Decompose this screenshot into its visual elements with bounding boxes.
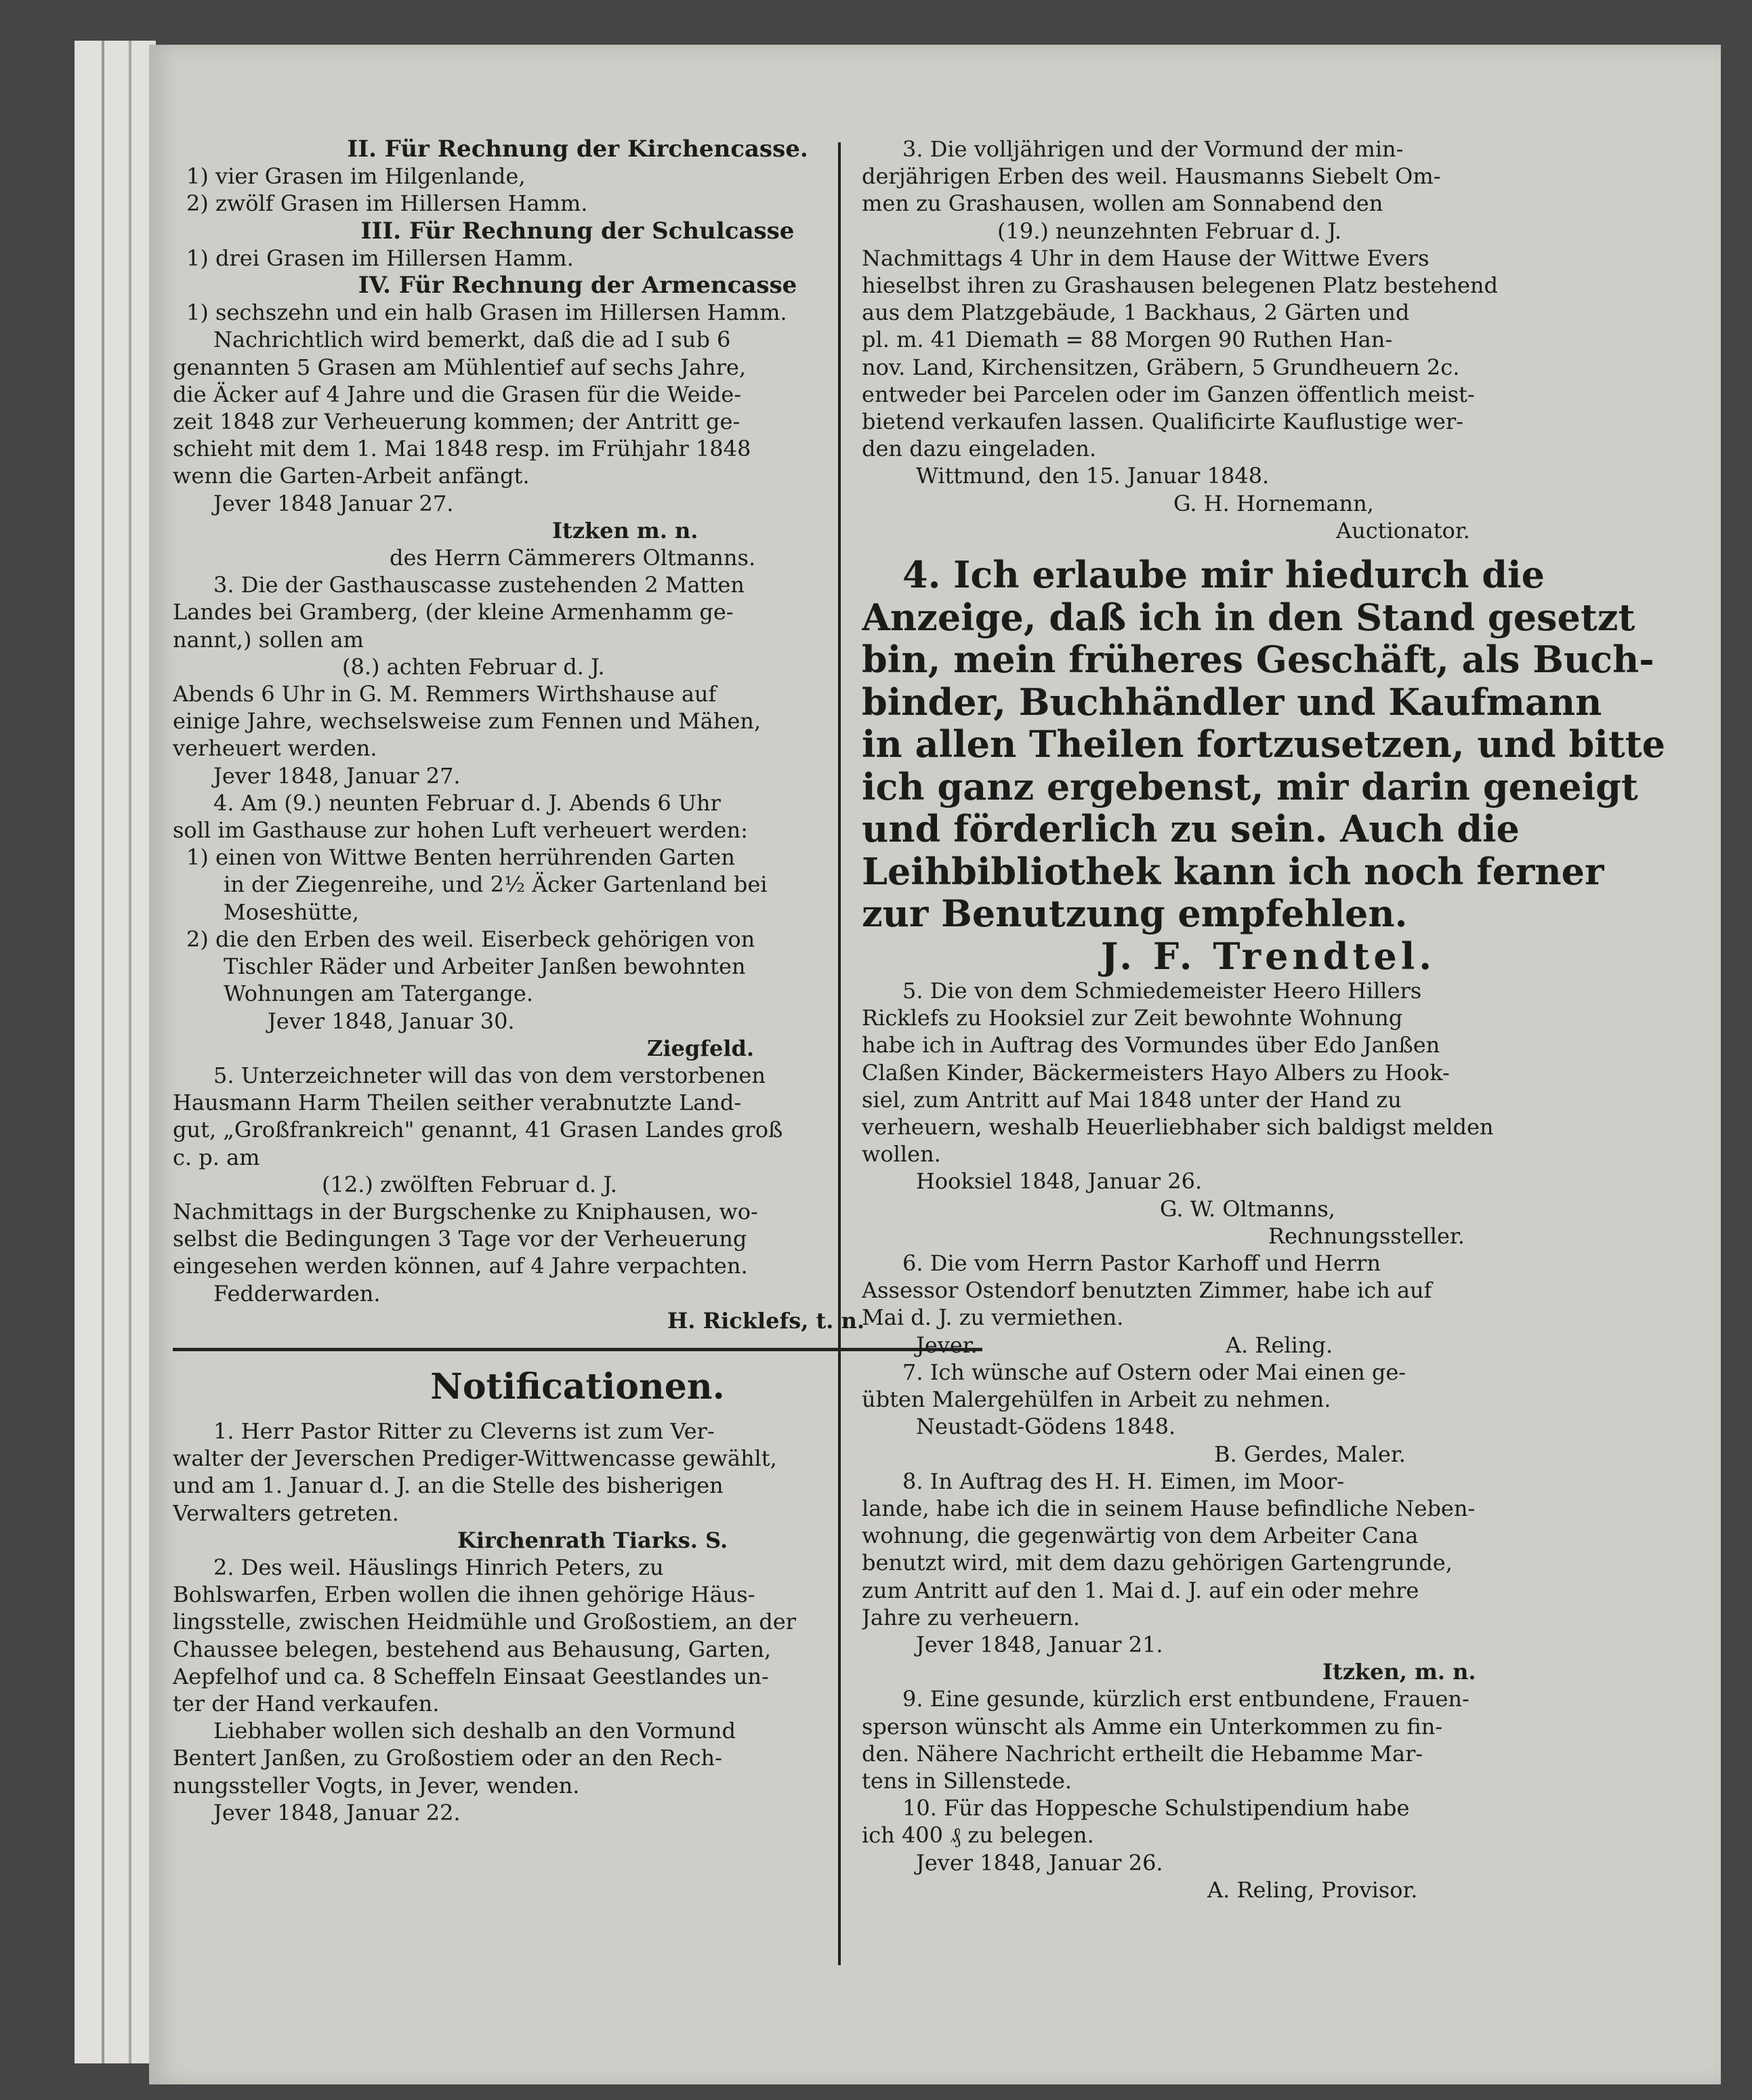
text-line: derjährigen Erben des weil. Hausmanns Siebelt Om- xyxy=(862,163,1441,190)
text-line: Claßen Kinder, Bäckermeisters Hayo Albers zu Hook- xyxy=(862,1059,1450,1086)
text-line: aus dem Platzgebäude, 1 Backhaus, 2 Gärten und xyxy=(862,300,1410,326)
text-line: Ricklefs zu Hooksiel zur Zeit bewohnte Wohnung xyxy=(862,1005,1403,1031)
signature: B. Gerdes, Maler. xyxy=(1214,1441,1406,1467)
text-line: Nachmittags 4 Uhr in dem Hause der Wittwe Evers xyxy=(862,245,1430,271)
page-edge-line xyxy=(129,41,131,2063)
heading-schulcasse: III. Für Rechnung der Schulcasse xyxy=(360,217,795,245)
date-line: Jever 1848, Januar 22. xyxy=(213,1799,461,1826)
announcement-line: in allen Theilen fortzusetzen, und bitte xyxy=(862,723,1665,766)
text-line: nungssteller Vogts, in Jever, wenden. xyxy=(173,1772,580,1798)
text-line: Nachmittags in der Burgschenke zu Kniphausen, wo- xyxy=(173,1198,758,1224)
text-line: wollen. xyxy=(862,1141,941,1168)
date-line: Neustadt-Gödens 1848. xyxy=(916,1414,1176,1440)
signature: H. Ricklefs, t. n. xyxy=(667,1307,864,1334)
announcement-line: binder, Buchhändler und Kaufmann xyxy=(862,680,1602,724)
announcement-line: 4. Ich erlaube mir hiedurch die xyxy=(902,554,1545,596)
date-line: Jever 1848, Januar 26. xyxy=(916,1849,1163,1876)
text-line: 5. Die von dem Schmiedemeister Heero Hillers xyxy=(902,978,1422,1004)
text-line: entweder bei Parcelen oder im Ganzen öffentlich meist- xyxy=(862,381,1475,407)
text-line: 1) einen von Wittwe Benten herrührenden Garten xyxy=(186,844,735,871)
text-line: siel, zum Antritt auf Mai 1848 unter der Hand zu xyxy=(862,1086,1402,1113)
text-line: die Äcker auf 4 Jahre und die Grasen für die Weide- xyxy=(173,381,742,407)
text-line: soll im Gasthause zur hohen Luft verheuert werden: xyxy=(173,817,748,844)
text-line: Jahre zu verheuern. xyxy=(862,1604,1081,1630)
text-line: Tischler Räder und Arbeiter Janßen bewohnten xyxy=(224,953,746,980)
text-line: 4. Am (9.) neunten Februar d. J. Abends 6 Uhr xyxy=(213,789,721,816)
date-line: Jever 1848, Januar 21. xyxy=(916,1631,1163,1658)
page-edges xyxy=(75,41,156,2063)
signature: A. Reling, Provisor. xyxy=(1207,1876,1418,1903)
text-line: 1) drei Grasen im Hillersen Hamm. xyxy=(186,245,574,271)
text-line: 1. Herr Pastor Ritter zu Cleverns ist zum Ver- xyxy=(213,1418,715,1444)
text-line: hieselbst ihren zu Grashausen belegenen Platz bestehend xyxy=(862,272,1498,299)
text-line: verheuern, weshalb Heuerliebhaber sich baldigst melden xyxy=(862,1114,1494,1140)
text-line: pl. m. 41 Diemath = 88 Morgen 90 Ruthen Han- xyxy=(862,327,1393,353)
text-line: selbst die Bedingungen 3 Tage vor der Verheuerung xyxy=(173,1226,747,1252)
signature: Kirchenrath Tiarks. S. xyxy=(457,1527,728,1553)
text-line: Verwalters getreten. xyxy=(173,1500,399,1526)
text-line: Bohlswarfen, Erben wollen die ihnen gehörige Häus- xyxy=(173,1582,755,1608)
text-line: übten Malergehülfen in Arbeit zu nehmen. xyxy=(862,1386,1331,1413)
text-line: und am 1. Januar d. J. an die Stelle des bisherigen xyxy=(173,1473,724,1499)
text-line: 5. Unterzeichneter will das von dem verstorbenen xyxy=(213,1062,766,1088)
text-line: 9. Eine gesunde, kürzlich erst entbundene, Frauen- xyxy=(902,1686,1469,1712)
place-line: Fedderwarden. xyxy=(213,1280,381,1306)
date-line: (12.) zwölften Februar d. J. xyxy=(322,1171,617,1197)
text-line: Mai d. J. zu vermiethen. xyxy=(862,1304,1124,1331)
text-line: sperson wünscht als Amme ein Unterkommen zu fin- xyxy=(862,1713,1443,1739)
text-line: lande, habe ich die in seinem Hause befindliche Neben- xyxy=(862,1495,1476,1521)
signature: G. H. Hornemann, xyxy=(1173,490,1374,516)
right-column xyxy=(862,136,1675,1903)
signature: G. W. Oltmanns, xyxy=(1160,1195,1335,1222)
text-line: nannt,) sollen am xyxy=(173,626,364,653)
text-line: 3. Die der Gasthauscasse zustehenden 2 Matten xyxy=(213,572,745,598)
left-column xyxy=(173,136,982,1826)
text-line: wohnung, die gegenwärtig von dem Arbeiter Cana xyxy=(862,1523,1419,1549)
section-rule xyxy=(173,1348,982,1351)
text-line: nov. Land, Kirchensitzen, Gräbern, 5 Grundheuern 2c. xyxy=(862,354,1460,380)
page-edge-line xyxy=(102,41,104,2063)
text-line: verheuert werden. xyxy=(173,735,377,762)
notifications-title: Notificationen. xyxy=(430,1365,725,1407)
text-line: in der Ziegenreihe, und 2½ Äcker Gartenland bei xyxy=(224,871,768,898)
text-line: Liebhaber wollen sich deshalb an den Vormund xyxy=(213,1718,736,1744)
text-line: den dazu eingeladen. xyxy=(862,436,1097,462)
text-line: 8. In Auftrag des H. H. Eimen, im Moor- xyxy=(902,1468,1345,1494)
text-line: ich 400 ₰ zu belegen. xyxy=(862,1822,1094,1849)
text-line: ter der Hand verkaufen. xyxy=(173,1690,440,1716)
announcement-line: und förderlich zu sein. Auch die xyxy=(862,808,1520,850)
date-line: Jever 1848, Januar 27. xyxy=(213,762,461,789)
text-line: 1) sechszehn und ein halb Grasen im Hillersen Hamm. xyxy=(186,300,787,326)
date-line: Jever 1848 Januar 27. xyxy=(213,490,454,516)
signature-line: Jever. A. Reling. xyxy=(916,1332,1333,1358)
date-line: (19.) neunzehnten Februar d. J. xyxy=(997,218,1342,244)
announcement-line: ich ganz ergebenst, mir darin geneigt xyxy=(862,765,1638,808)
text-line: Abends 6 Uhr in G. M. Remmers Wirthshause auf xyxy=(173,681,717,707)
signature: Itzken, m. n. xyxy=(1322,1659,1476,1685)
text-line: den. Nähere Nachricht ertheilt die Hebamme Mar- xyxy=(862,1740,1423,1767)
text-line: Wohnungen am Tatergange. xyxy=(224,981,534,1007)
text-line: gut, „Großfrankreich" genannt, 41 Grasen Landes groß xyxy=(173,1117,783,1143)
date-line: (8.) achten Februar d. J. xyxy=(342,653,605,680)
text-line: c. p. am xyxy=(173,1144,260,1170)
text-line: lingsstelle, zwischen Heidmühle und Großostiem, an der xyxy=(173,1609,796,1635)
date-line: Wittmund, den 15. Januar 1848. xyxy=(916,463,1270,489)
signature-title: Rechnungssteller. xyxy=(1268,1222,1465,1249)
text-line: walter der Jeverschen Prediger-Wittwencasse gewählt, xyxy=(173,1445,777,1472)
text-line: 2) zwölf Grasen im Hillersen Hamm. xyxy=(186,190,588,217)
text-line: wenn die Garten-Arbeit anfängt. xyxy=(173,463,530,489)
announcement-line: Anzeige, daß ich in den Stand gesetzt xyxy=(862,596,1635,639)
text-line: genannten 5 Grasen am Mühlentief auf sechs Jahre, xyxy=(173,354,747,380)
text-line: einige Jahre, wechselsweise zum Fennen und Mähen, xyxy=(173,708,762,735)
signature: Itzken m. n. xyxy=(552,517,698,543)
announcement-signature: J. F. Trendtel. xyxy=(1100,934,1436,978)
text-line: Nachrichtlich wird bemerkt, daß die ad I sub 6 xyxy=(213,327,731,353)
text-line: 2. Des weil. Häuslings Hinrich Peters, zu xyxy=(213,1554,664,1580)
signature: des Herrn Cämmerers Oltmanns. xyxy=(390,545,756,571)
text-line: 6. Die vom Herrn Pastor Karhoff und Herrn xyxy=(902,1250,1381,1277)
signature-title: Auctionator. xyxy=(1336,517,1470,543)
signature: Ziegfeld. xyxy=(647,1035,755,1061)
date-line: Jever 1848, Januar 30. xyxy=(268,1008,515,1034)
heading-armencasse: IV. Für Rechnung der Armencasse xyxy=(358,272,797,300)
text-line: Assessor Ostendorf benutzten Zimmer, habe ich auf xyxy=(862,1277,1432,1304)
text-line: zum Antritt auf den 1. Mai d. J. auf ein oder mehre xyxy=(862,1577,1419,1603)
announcement-line: bin, mein früheres Geschäft, als Buch- xyxy=(862,638,1654,681)
text-line: benutzt wird, mit dem dazu gehörigen Gartengrunde, xyxy=(862,1550,1453,1576)
text-line: eingesehen werden können, auf 4 Jahre verpachten. xyxy=(173,1253,748,1279)
heading-kirchencasse: II. Für Rechnung der Kirchencasse. xyxy=(347,136,808,163)
announcement-line: zur Benutzung empfehlen. xyxy=(862,892,1408,935)
date-line: Hooksiel 1848, Januar 26. xyxy=(916,1168,1203,1195)
text-line: Chaussee belegen, bestehend aus Behausung, Garten, xyxy=(173,1636,772,1662)
text-line: Aepfelhof und ca. 8 Scheffeln Einsaat Geestlandes un- xyxy=(173,1663,769,1689)
text-line: 1) vier Grasen im Hilgenlande, xyxy=(186,163,526,190)
text-line: 7. Ich wünsche auf Ostern oder Mai einen ge- xyxy=(902,1359,1406,1385)
text-line: men zu Grashausen, wollen am Sonnabend den xyxy=(862,190,1383,217)
text-line: schieht mit dem 1. Mai 1848 resp. im Frühjahr 1848 xyxy=(173,436,751,462)
text-line: 3. Die volljährigen und der Vormund der min- xyxy=(902,136,1404,162)
text-line: Landes bei Gramberg, (der kleine Armenhamm ge- xyxy=(173,599,734,625)
text-line: Hausmann Harm Theilen seither verabnutzte Land- xyxy=(173,1090,742,1116)
announcement-line: Leihbibliothek kann ich noch ferner xyxy=(862,850,1604,893)
text-line: zeit 1848 zur Verheuerung kommen; der Antritt ge- xyxy=(173,409,741,435)
text-line: 2) die den Erben des weil. Eiserbeck gehörigen von xyxy=(186,926,755,952)
text-line: habe ich in Auftrag des Vormundes über Edo Janßen xyxy=(862,1032,1440,1058)
text-line: Moseshütte, xyxy=(224,899,359,925)
text-line: 10. Für das Hoppesche Schulstipendium habe xyxy=(902,1795,1410,1821)
text-line: bietend verkaufen lassen. Qualificirte Kauflustige wer- xyxy=(862,409,1463,435)
text-line: tens in Sillenstede. xyxy=(862,1767,1072,1794)
text-line: Bentert Janßen, zu Großostiem oder an den Rech- xyxy=(173,1745,722,1771)
